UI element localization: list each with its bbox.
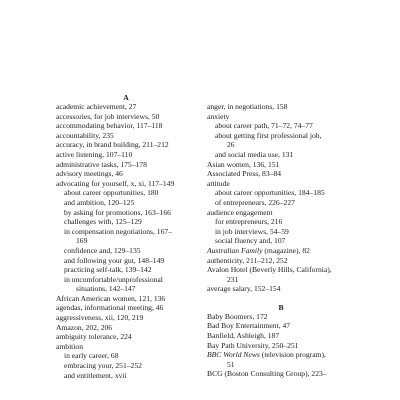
entry-text: 231 (227, 274, 239, 284)
entry-text: BCG (Boston Consulting Group), 223– (207, 369, 327, 379)
index-entry (56, 140, 196, 150)
index-entry (56, 179, 196, 189)
index-entry (56, 303, 196, 313)
index-subentry (207, 131, 355, 141)
index-entry (56, 150, 196, 160)
entry-text: Banfield, Ashleigh, 187 (207, 331, 280, 341)
index-subentry (207, 275, 355, 285)
entry-text: attitude (207, 178, 230, 188)
index-entry (56, 131, 196, 141)
entry-text: of entrepreneurs, 226–227 (215, 197, 295, 207)
entry-text: agendas, informational meeting, 46 (56, 303, 164, 313)
section-gap (207, 294, 355, 303)
entry-text: active listening, 107–110 (56, 149, 133, 159)
index-entry (56, 121, 196, 131)
entry-text: accommodating behavior, 117–118 (56, 121, 163, 131)
entry-text: Bay Path University, 250–251 (207, 340, 299, 350)
entry-text: Avalon Hotel (Beverly Hills, California), (207, 265, 332, 275)
index-subentry (56, 284, 196, 294)
entry-text: accountability, 235 (56, 130, 114, 140)
entry-text: in compensation negotiations, 167– (64, 226, 172, 236)
entry-text: for entrepreneurs, 216 (215, 217, 283, 227)
index-entry (207, 246, 355, 256)
entry-text: Australian Family (207, 245, 263, 255)
entry-text: and entitlement, xvii (64, 370, 127, 380)
index-entry (207, 102, 355, 112)
index-entry (56, 102, 196, 112)
entry-suffix: (magazine), 82 (262, 245, 310, 255)
index-subentry (56, 371, 196, 381)
entry-text: ambiguity tolerance, 224 (56, 332, 132, 342)
index-entry (56, 323, 196, 333)
index-column-left (56, 93, 196, 380)
index-entry (207, 350, 355, 360)
index-entry (207, 331, 355, 341)
index-entry (56, 332, 196, 342)
entry-text: 51 (227, 359, 235, 369)
index-entry (56, 112, 196, 122)
entry-text: embracing your, 251–252 (64, 361, 142, 371)
index-subentry (56, 256, 196, 266)
index-subentry (56, 227, 196, 237)
index-subentry (56, 275, 196, 285)
entry-text: Associated Press, 83–84 (207, 169, 282, 179)
entry-text: in uncomfortable/unprofessional (64, 274, 163, 284)
entry-text: academic achievement, 27 (56, 102, 137, 111)
index-subentry (207, 198, 355, 208)
index-subentry (56, 208, 196, 218)
index-subentry (56, 265, 196, 275)
section-letter-b: B (278, 302, 284, 312)
entry-text: Amazon, 202, 206 (56, 322, 113, 332)
index-entry (207, 341, 355, 351)
entry-text: Asian women, 136, 151 (207, 159, 280, 169)
index-subentry (207, 188, 355, 198)
entry-text: about getting first professional job, (215, 130, 322, 140)
entry-text: in job interviews, 54–59 (215, 226, 289, 236)
entry-text: advocating for yourself, x, xi, 117–149 (56, 178, 175, 188)
index-entry (56, 160, 196, 170)
index-subentry (56, 236, 196, 246)
index-entry (207, 208, 355, 218)
index-subentry (207, 217, 355, 227)
index-subentry (56, 188, 196, 198)
entry-text: and following your gut, 148–149 (64, 255, 165, 265)
entry-text: by asking for promotions, 163–166 (64, 207, 171, 217)
entry-list-b (207, 312, 355, 379)
index-entry (207, 160, 355, 170)
index-subentry (56, 198, 196, 208)
entry-text: practicing self-talk, 139–142 (64, 265, 152, 275)
index-subentry (56, 351, 196, 361)
index-entry (56, 294, 196, 304)
entry-text: about career opportunities, 184–185 (215, 188, 325, 198)
column-spacer (207, 93, 355, 102)
index-subentry (207, 140, 355, 150)
entry-text: accessories, for job interviews, 50 (56, 111, 160, 121)
entry-text: and social media use, 131 (215, 149, 294, 159)
entry-text: ambition (56, 341, 83, 351)
entry-text: social fluency and, 107 (215, 236, 286, 246)
index-entry (207, 265, 355, 275)
entry-text: administrative tasks, 175–178 (56, 159, 147, 169)
entry-text: about career opportunities, 180 (64, 188, 159, 198)
entry-text: Bad Boy Entertainment, 47 (207, 321, 291, 331)
entry-text: challenges with, 125–129 (64, 217, 142, 227)
index-entry (207, 169, 355, 179)
entry-text: African American women, 121, 136 (56, 293, 166, 303)
entry-text: 169 (76, 236, 88, 246)
entry-text: authenticity, 211–212, 252 (207, 255, 288, 265)
index-entry (207, 179, 355, 189)
index-subentry (207, 121, 355, 131)
section-letter-a: A (123, 93, 129, 102)
index-entry (56, 313, 196, 323)
entry-text: anger, in negotiations, 158 (207, 102, 288, 111)
entry-text: anxiety (207, 111, 230, 121)
index-entry (207, 312, 355, 322)
entry-text: accuracy, in brand building, 211–212 (56, 140, 169, 150)
entry-text: advisory meetings, 46 (56, 169, 123, 179)
index-subentry (207, 360, 355, 370)
entry-text: 26 (227, 140, 235, 150)
entry-text: situations, 142–147 (76, 284, 136, 294)
entry-list-a (56, 102, 196, 380)
index-entry (207, 284, 355, 294)
entry-text: in early career, 68 (64, 351, 119, 361)
index-entry (207, 256, 355, 266)
index-subentry (56, 217, 196, 227)
index-column-right (207, 93, 355, 379)
entry-text: about career path, 71–72, 74–77 (215, 121, 313, 131)
entry-text: aggressiveness, xii, 120, 219 (56, 313, 144, 323)
index-entry (56, 169, 196, 179)
index-subentry (207, 227, 355, 237)
index-subentry (56, 361, 196, 371)
entry-text: confidence and, 129–135 (64, 245, 141, 255)
entry-text: average salary, 152–154 (207, 284, 281, 294)
entry-list-a-continued (207, 102, 355, 294)
index-entry (207, 321, 355, 331)
index-entry (207, 369, 355, 379)
entry-suffix: (television program), (259, 350, 326, 360)
entry-text: and ambition, 120–125 (64, 197, 135, 207)
entry-text: Baby Boomers, 172 (207, 311, 268, 321)
index-entry (207, 112, 355, 122)
index-subentry (207, 150, 355, 160)
entry-text: audience engagement (207, 207, 273, 217)
index-subentry (207, 236, 355, 246)
index-entry (56, 342, 196, 352)
index-subentry (56, 246, 196, 256)
entry-text: BBC World News (207, 350, 260, 360)
